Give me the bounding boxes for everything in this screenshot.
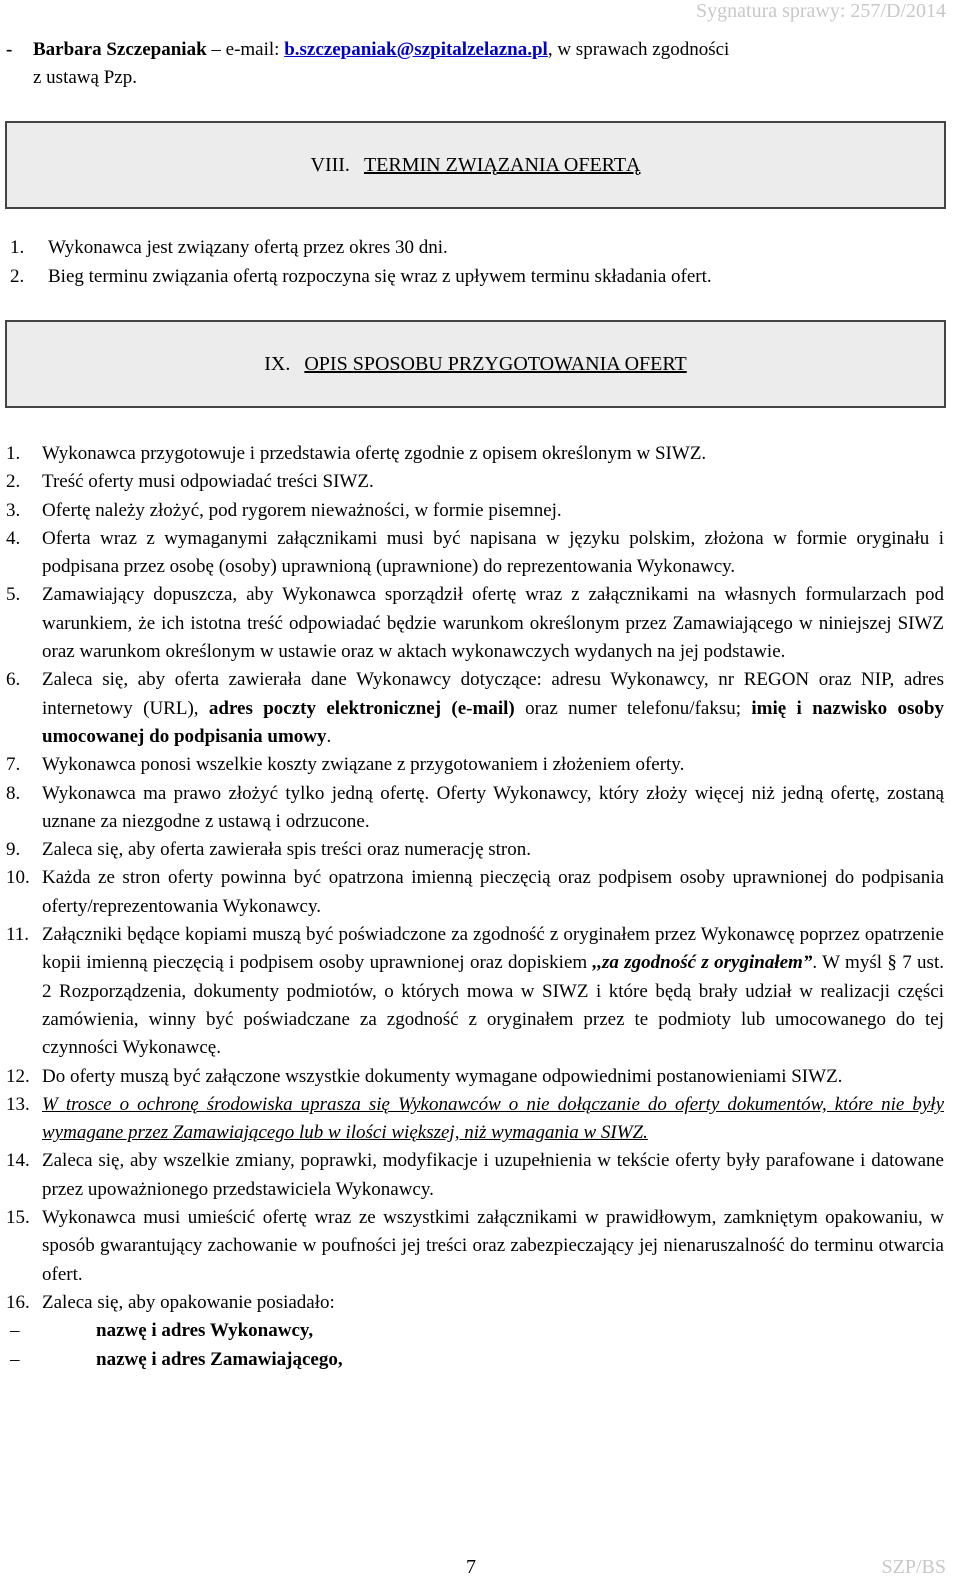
list-item bbox=[6, 836, 944, 864]
sub-item-text: nazwę i adres Zamawiającego, bbox=[96, 1348, 343, 1370]
item-number: 2. bbox=[6, 471, 21, 493]
text-run: . W myśl § 7 ust. 2 Rozporządzenia, dokumenty podmiotów, o których mowa w SIWZ i które będą brały udział w realizacji części zamówienia, winny być poświadczane za zgodność z oryginałem przez te podmioty lub umocowanego do tej czynności Wykonawcę. bbox=[42, 952, 944, 1059]
item-text: Zaleca się, aby opakowanie posiadało: bbox=[42, 1291, 335, 1313]
section-9-title: OPIS SPOSOBU PRZYGOTOWANIA OFERT bbox=[304, 352, 687, 375]
item-number: 7. bbox=[6, 754, 21, 776]
text-run: Załączniki będące kopiami muszą być poświadczone za zgodność z oryginałem przez Wykonawcę poprzez opatrzenie kopii imienną pieczęcią i podpisem osoby uprawnionej oraz dopiskiem bbox=[42, 924, 944, 974]
list-item bbox=[6, 864, 944, 921]
item-text: Wykonawca ma prawo złożyć tylko jedną ofertę. Oferty Wykonawcy, który złoży więcej niż jedną ofertę, zostaną uznane za niezgodne z ustawą i odrzucone. bbox=[42, 782, 944, 832]
section-8-list bbox=[10, 233, 712, 291]
item-number: 11. bbox=[6, 924, 30, 946]
section-8-number: VIII. bbox=[310, 153, 350, 176]
item-number: 12. bbox=[6, 1065, 30, 1087]
list-item bbox=[10, 233, 712, 262]
contact-email-link[interactable]: b.szczepaniak@szpitalzelazna.pl bbox=[284, 39, 548, 60]
footer-code: SZP/BS bbox=[881, 1556, 946, 1578]
contact-dash: - bbox=[6, 39, 13, 60]
item-text: Wykonawca przygotowuje i przedstawia ofertę zgodnie z opisem określonym w SIWZ. bbox=[42, 443, 707, 464]
item-number: 13. bbox=[6, 1093, 30, 1115]
text-run: Zaleca się, aby oferta zawierała dane Wykonawcy dotyczące: adresu Wykonawcy, nr REGON oraz NIP, adres internetowy (URL), bbox=[42, 669, 944, 719]
item-number: 9. bbox=[6, 839, 21, 861]
list-item bbox=[6, 581, 944, 666]
contact-name: Barbara Szczepaniak bbox=[33, 39, 207, 60]
list-item bbox=[6, 751, 944, 779]
item-text: Wykonawca jest związany ofertą przez okres 30 dni. bbox=[48, 237, 448, 258]
list-item bbox=[6, 1063, 944, 1091]
page-number: 7 bbox=[466, 1556, 476, 1578]
bold-italic-run: ,,za zgodność z oryginałem” bbox=[592, 952, 813, 974]
item-number: 6. bbox=[6, 669, 21, 691]
section-8-title: TERMIN ZWIĄZANIA OFERTĄ bbox=[363, 153, 641, 176]
item-text: Ofertę należy złożyć, pod rygorem nieważności, w formie pisemnej. bbox=[42, 499, 562, 521]
list-item bbox=[6, 921, 944, 1062]
list-item bbox=[6, 525, 944, 582]
item-text: W trosce o ochronę środowiska uprasza się Wykonawców o nie dołączanie do oferty dokumentów, które nie były wymagane przez Zamawiającego lub w ilości większej, niż wymagania w SIWZ. bbox=[42, 1093, 944, 1144]
item-number: 8. bbox=[6, 782, 21, 804]
section-9-number: IX. bbox=[264, 352, 291, 375]
contact-line bbox=[6, 36, 952, 92]
item-text: Oferta wraz z wymaganymi załącznikami musi być napisana w języku polskim, złożona w formie oryginału i podpisana przez osobę (osoby) uprawnioną (uprawnione) do reprezentowania Wykonawcy. bbox=[42, 527, 944, 578]
text-run: oraz numer telefonu/faksu; bbox=[514, 697, 752, 719]
item-number: 15. bbox=[6, 1207, 30, 1229]
bold-run: imię i nazwisko osoby umocowanej do podpisania umowy bbox=[42, 697, 944, 747]
contact-rest: , w sprawach zgodności bbox=[547, 39, 730, 60]
list-item bbox=[6, 780, 944, 837]
item-text bbox=[42, 921, 944, 1062]
item-text: Wykonawca musi umieścić ofertę wraz ze wszystkimi załącznikami w prawidłowym, zamkniętym opakowaniu, w sposób gwarantujący zachowanie w poufności jej treści oraz zabezpieczający jej nienaruszalność do terminu otwarcia ofert. bbox=[42, 1207, 944, 1285]
sub-dash: – bbox=[10, 1320, 20, 1342]
item-text: Zaleca się, aby wszelkie zmiany, poprawki, modyfikacje i uzupełnienia w tekście oferty były parafowane i datowane przez upoważnionego przedstawiciela Wykonawcy. bbox=[42, 1150, 944, 1200]
sub-list-item bbox=[6, 1317, 944, 1345]
item-number: 10. bbox=[6, 867, 30, 889]
item-number: 1. bbox=[10, 237, 25, 258]
item-text: Treść oferty musi odpowiadać treści SIWZ. bbox=[42, 471, 374, 493]
item-text: Każda ze stron oferty powinna być opatrzona imienną pieczęcią oraz podpisem osoby uprawnionej do podpisania oferty/reprezentowania Wykonawcy. bbox=[42, 867, 944, 917]
text-run: . bbox=[326, 725, 332, 747]
contact-email-prefix: – e-mail: bbox=[206, 39, 285, 60]
list-item bbox=[10, 262, 712, 291]
item-text: Zaleca się, aby oferta zawierała spis treści oraz numerację stron. bbox=[42, 839, 531, 861]
list-item bbox=[6, 440, 944, 468]
bold-run: adres poczty elektronicznej (e-mail) bbox=[208, 697, 515, 719]
item-text: Bieg terminu związania ofertą rozpoczyna się wraz z upływem terminu składania ofert. bbox=[48, 266, 712, 287]
section-9-banner bbox=[5, 320, 946, 408]
item-text bbox=[42, 666, 944, 751]
list-item bbox=[6, 1204, 944, 1289]
section-9-list bbox=[6, 440, 944, 1374]
item-text: Zamawiający dopuszcza, aby Wykonawca sporządził ofertę wraz z załącznikami na własnych formularzach pod warunkiem, że ich istotna treść odpowiadać będzie warunkom określonym przez Zamawiającego w niniejszej SIWZ oraz warunkom określonym w ustawie oraz w aktach wykonawczych wydanych na jej podstawie. bbox=[42, 584, 944, 663]
contact-line2: z ustawą Pzp. bbox=[33, 67, 137, 88]
item-number: 1. bbox=[6, 443, 21, 464]
case-signature: Sygnatura sprawy: 257/D/2014 bbox=[696, 0, 946, 22]
list-item bbox=[6, 666, 944, 751]
item-number: 14. bbox=[6, 1150, 30, 1172]
item-text: Do oferty muszą być załączone wszystkie dokumenty wymagane odpowiednimi postanowieniami SIWZ. bbox=[42, 1065, 843, 1087]
item-number: 5. bbox=[6, 584, 21, 606]
item-number: 3. bbox=[6, 499, 21, 521]
item-text: Wykonawca ponosi wszelkie koszty związane z przygotowaniem i złożeniem oferty. bbox=[42, 754, 685, 776]
list-item bbox=[6, 1147, 944, 1204]
list-item bbox=[6, 468, 944, 496]
sub-list-item bbox=[6, 1346, 944, 1374]
item-number: 4. bbox=[6, 527, 21, 549]
sub-item-text: nazwę i adres Wykonawcy, bbox=[96, 1320, 314, 1342]
item-number: 2. bbox=[10, 266, 25, 287]
list-item bbox=[6, 1091, 944, 1148]
item-number: 16. bbox=[6, 1291, 30, 1313]
list-item bbox=[6, 497, 944, 525]
list-item bbox=[6, 1289, 944, 1317]
sub-dash: – bbox=[10, 1348, 20, 1370]
section-8-banner bbox=[5, 121, 946, 209]
